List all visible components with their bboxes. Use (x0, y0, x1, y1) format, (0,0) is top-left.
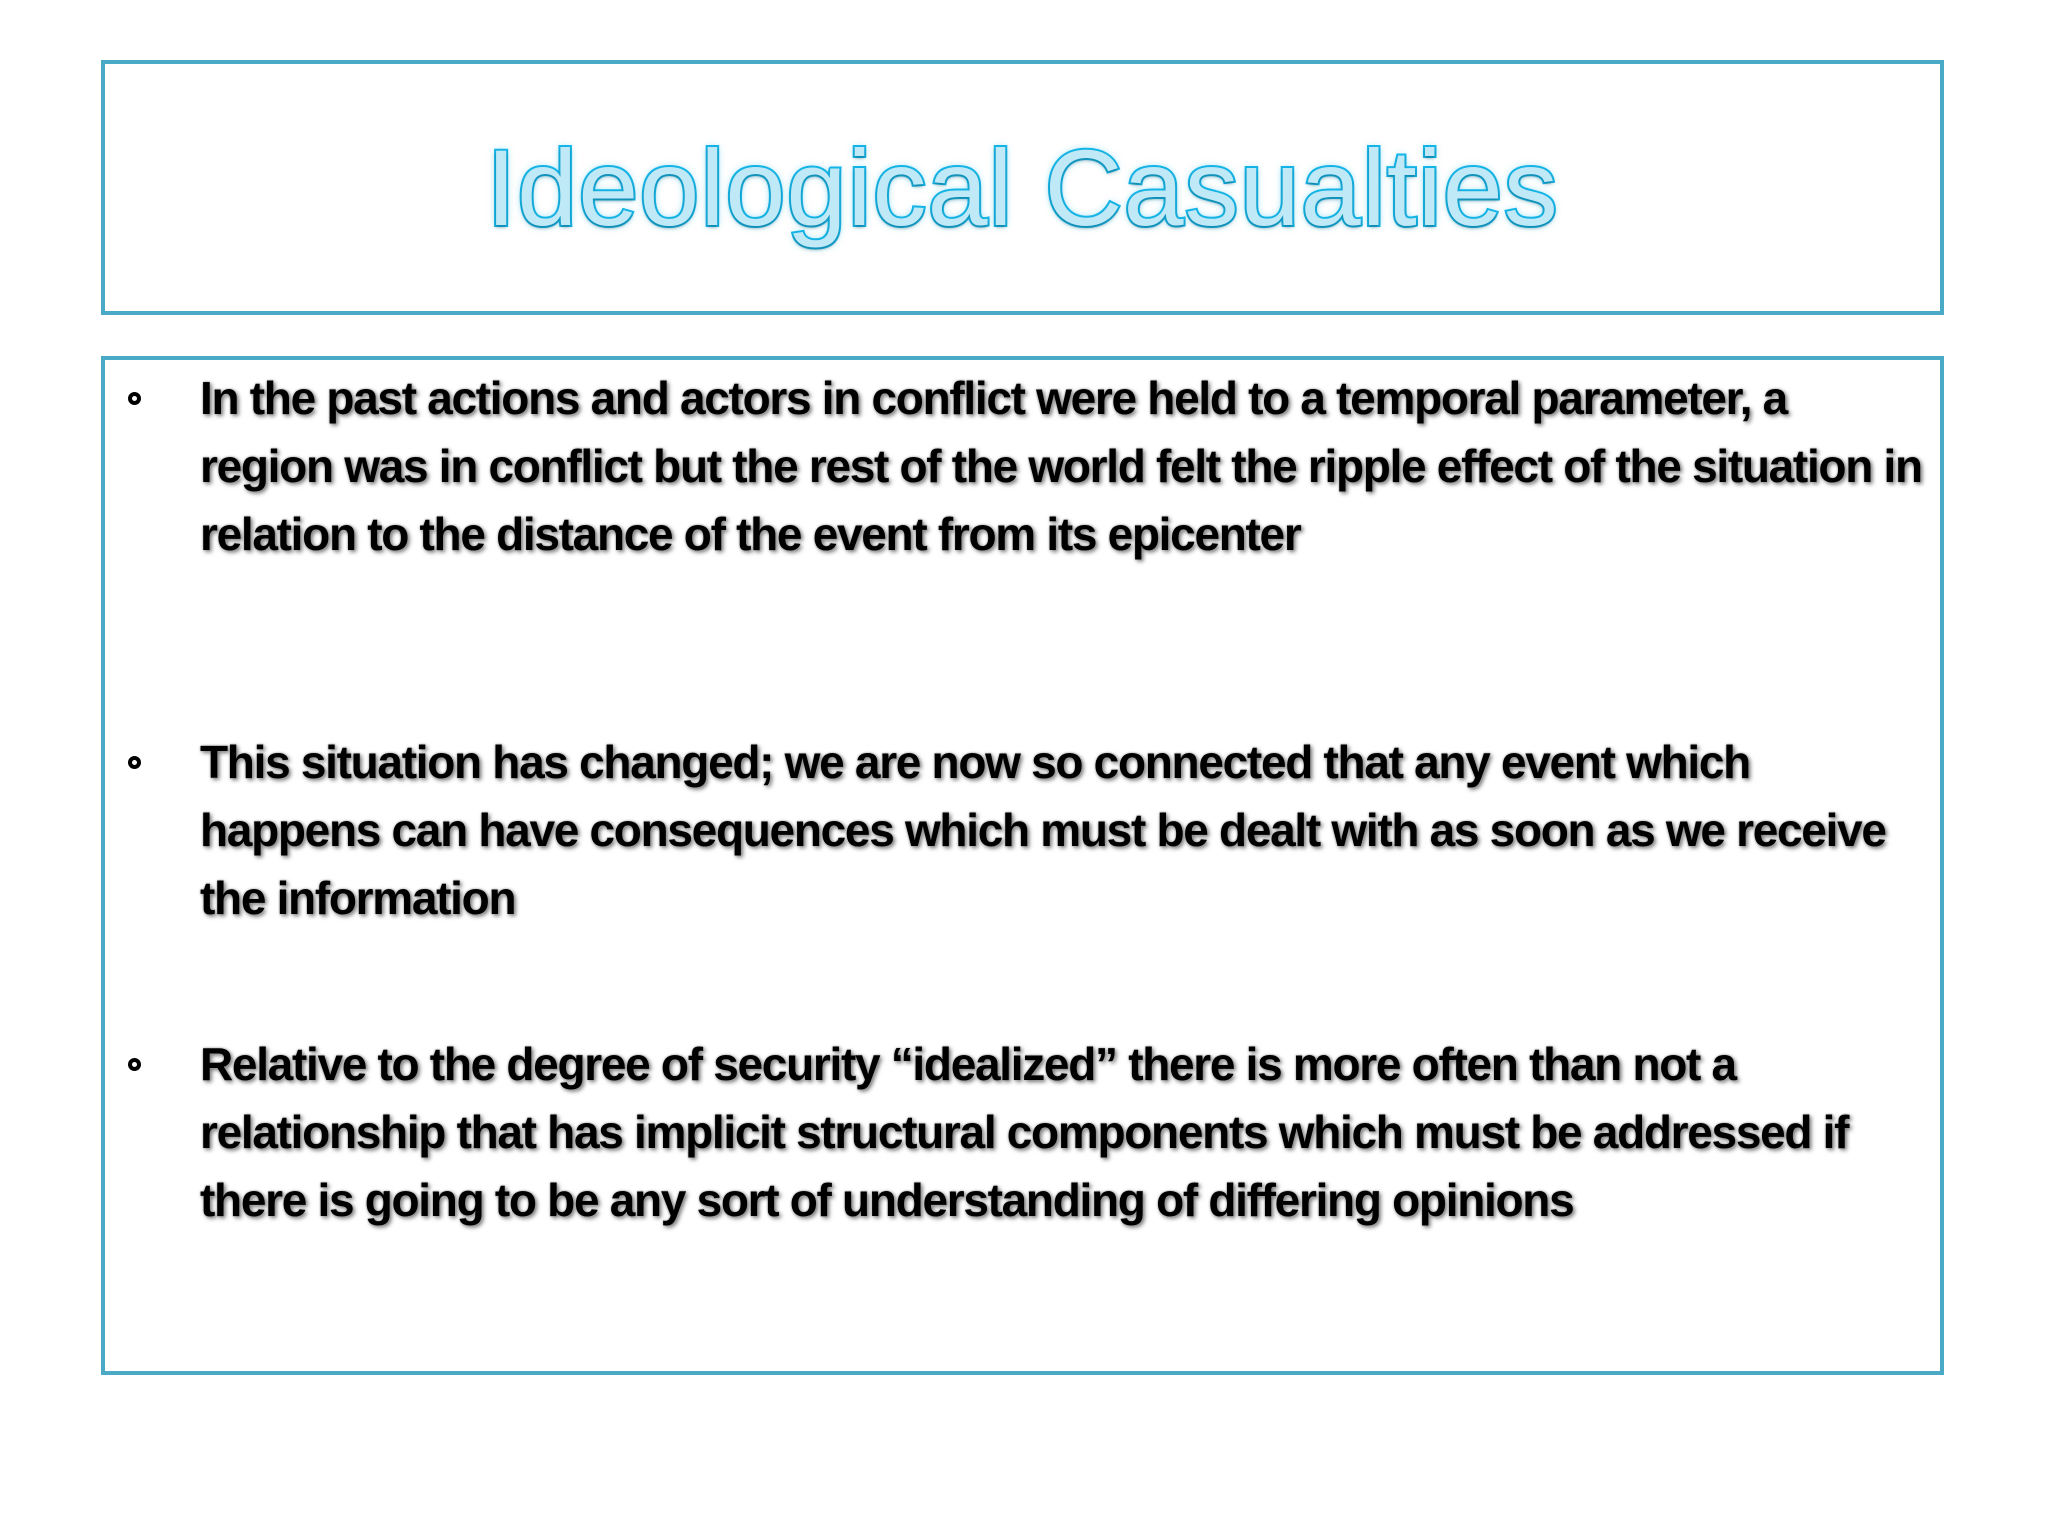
slide-title: Ideological Casualties (486, 127, 1559, 248)
bullet-text: In the past actions and actors in conflict were held to a temporal parameter, a region was in conflict but the rest of the world felt the ripple effect of the situation in relation to the distance of the event from its epicenter (200, 372, 1922, 560)
bullet-text: This situation has changed; we are now so connected that any event which happens can have consequences which must be dealt with as soon as we receive the information (200, 736, 1886, 924)
hollow-circle-bullet-icon (128, 756, 141, 769)
title-box (101, 60, 1944, 315)
content-box (101, 356, 1944, 1375)
bullet-text: Relative to the degree of security “idealized” there is more often than not a relationship that has implicit structural components which must be addressed if there is going to be any sort of understanding of differing opinions (200, 1038, 1849, 1226)
hollow-circle-bullet-icon (128, 1058, 141, 1071)
hollow-circle-bullet-icon (128, 392, 141, 405)
